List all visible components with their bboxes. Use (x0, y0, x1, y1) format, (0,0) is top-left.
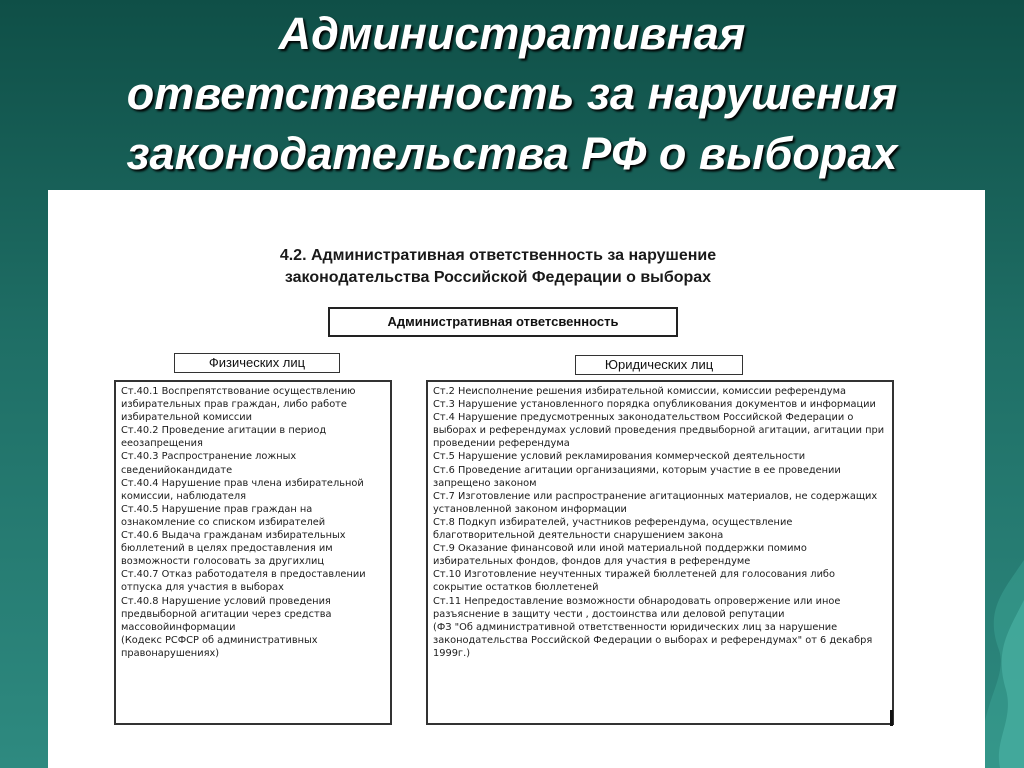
slide-title-line-1: Административная (278, 8, 746, 59)
list-item: Ст.3 Нарушение установленного порядка опубликования документов и информации (433, 399, 876, 411)
list-item: Ст.5 Нарушение условий рекламирования коммерческой деятельности (433, 451, 806, 463)
list-item: Ст.11 Непредоставление возможности обнародовать опровержение или иное разъяснение в защиту чести , достоинства или деловой репутации (433, 595, 841, 620)
list-item: Ст.10 Изготовление неучтенных тиражей бюллетеней для голосования либо сокрытие остатков бюллетеней (433, 569, 835, 594)
list-item: Ст.40.8 Нарушение условий проведения предвыборной агитации через средства массовойинформации (121, 595, 332, 633)
main-category-box: Административная ответсвенность (328, 307, 678, 337)
list-item: Ст.9 Оказание финансовой или иной материальной поддержки помимо избирательных фондов, фондов для участия в референдуме (433, 543, 807, 568)
document-heading-line-1: 4.2. Административная ответственность за нарушение (279, 247, 717, 264)
slide-title-line-3: законодательства РФ о выборах (126, 128, 898, 179)
list-item: Ст.40.1 Воспрепятствование осуществлению избирательных прав граждан, либо работе избирательной комиссии (121, 386, 356, 424)
list-item: Ст.6 Проведение агитации организациями, которым участие в ее проведении запрещено законом (433, 464, 841, 489)
document-heading-line-2: законодательства Российской Федерации о выборах (284, 269, 712, 286)
legal-entities-list (426, 380, 894, 725)
list-item: Ст.40.6 Выдача гражданам избирательных бюллетений в целях предоставления им возможности голосовать за другихлиц (121, 530, 346, 568)
list-item: Ст.2 Неисполнение решения избирательной комиссии, комиссии референдума (433, 386, 846, 397)
list-item: Ст.40.4 Нарушение прав члена избирательной комиссии, наблюдателя (121, 477, 364, 502)
scan-artifact-mark (890, 710, 893, 726)
list-item: (Кодекс РСФСР об административных правонарушениях) (121, 634, 318, 659)
physical-persons-list (114, 380, 392, 725)
slide-title (40, 4, 984, 184)
list-item: (ФЗ "Об административной ответственности юридических лиц за нарушение законодательства Российской Федерации о выборах и референдумах" от 6 декабря 1999г.) (433, 621, 873, 659)
document-heading (178, 245, 818, 289)
list-item: Ст.40.3 Распространение ложных сведенийокандидате (121, 451, 297, 476)
list-item: Ст.8 Подкуп избирателей, участников референдума, осуществление благотворительной деятельности снарушением закона (433, 516, 793, 542)
document-panel (48, 190, 985, 768)
legal-entities-label: Юридических лиц (575, 355, 743, 375)
slide-title-line-2: ответственность за нарушения (126, 68, 898, 119)
list-item: Ст.7 Изготовление или распространение агитационных материалов, не содержащих установленной законом информации (433, 490, 878, 515)
list-item: Ст.4 Нарушение предусмотренных законодательством Российской Федерации о выборах и референдумах условий проведения предвыборной агитации, агитации при проведении референдума (433, 412, 885, 450)
list-item: Ст.40.5 Нарушение прав граждан на ознакомление со списком избирателей (121, 503, 326, 528)
physical-persons-label: Физических лиц (174, 353, 340, 373)
list-item: Ст.40.7 Отказ работодателя в предоставлении отпуска для участия в выборах (121, 569, 366, 594)
list-item: Ст.40.2 Проведение агитации в период ееозапрещения (121, 425, 327, 450)
